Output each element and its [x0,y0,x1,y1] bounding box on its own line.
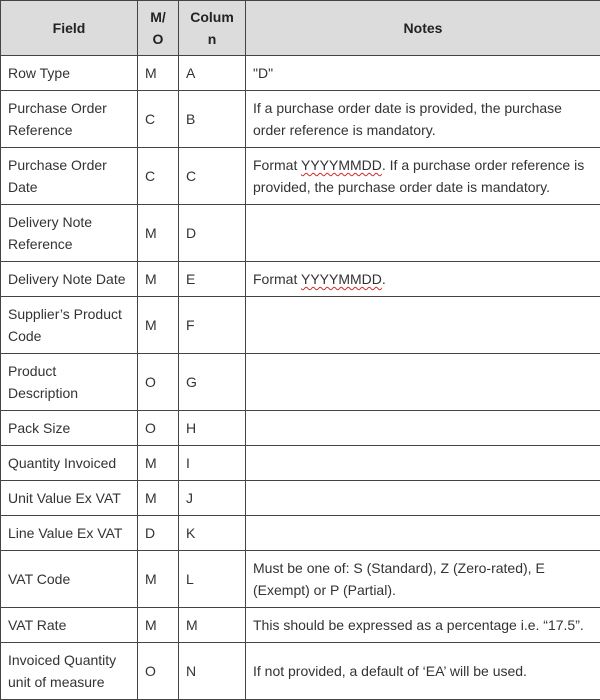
cell-column: B [179,91,246,148]
header-column: Column [179,1,246,56]
cell-column: L [179,551,246,608]
cell-mo: O [138,411,179,446]
table-row [1,411,600,446]
cell-column: C [179,148,246,205]
notes-text: . [382,271,386,287]
cell-field: Supplier’s Product Code [1,297,138,354]
table-header-row [1,1,600,56]
cell-field: Quantity Invoiced [1,446,138,481]
table-row [1,148,600,205]
header-mo: M/O [138,1,179,56]
cell-notes: This should be expressed as a percentage i.e. “17.5”. [246,608,600,643]
cell-field: Line Value Ex VAT [1,516,138,551]
cell-field: Delivery Note Date [1,262,138,297]
cell-field: Purchase Order Date [1,148,138,205]
table-row [1,262,600,297]
cell-notes [246,411,600,446]
cell-notes: "D" [246,56,600,91]
cell-field: Product Description [1,354,138,411]
table-row [1,643,600,700]
cell-column: K [179,516,246,551]
table-row [1,91,600,148]
cell-notes [246,516,600,551]
cell-column: H [179,411,246,446]
cell-mo: M [138,551,179,608]
cell-mo: M [138,56,179,91]
cell-field: VAT Code [1,551,138,608]
cell-mo: O [138,354,179,411]
header-field: Field [1,1,138,56]
cell-notes [246,297,600,354]
cell-mo: M [138,608,179,643]
cell-notes [246,354,600,411]
table-row [1,297,600,354]
cell-notes: If a purchase order date is provided, the purchase order reference is mandatory. [246,91,600,148]
notes-text: . If a purchase order reference is provided, the purchase order date is mandatory. [253,157,584,195]
cell-field: Invoiced Quantity unit of measure [1,643,138,700]
cell-column: G [179,354,246,411]
cell-notes [246,148,600,205]
cell-column: I [179,446,246,481]
cell-mo: M [138,262,179,297]
cell-mo: M [138,481,179,516]
cell-notes [246,205,600,262]
cell-field: Unit Value Ex VAT [1,481,138,516]
notes-text: Format [253,157,301,173]
cell-column: E [179,262,246,297]
table-row [1,516,600,551]
cell-column: A [179,56,246,91]
cell-column: F [179,297,246,354]
cell-mo: C [138,148,179,205]
cell-mo: M [138,446,179,481]
cell-field: Pack Size [1,411,138,446]
table-row [1,205,600,262]
table-row [1,354,600,411]
cell-column: N [179,643,246,700]
cell-notes [246,262,600,297]
cell-mo: M [138,205,179,262]
table-row [1,608,600,643]
table-row [1,56,600,91]
cell-mo: M [138,297,179,354]
date-format-code: YYYYMMDD [301,157,382,173]
cell-mo: O [138,643,179,700]
cell-field: Purchase Order Reference [1,91,138,148]
cell-mo: C [138,91,179,148]
cell-field: Row Type [1,56,138,91]
table-row [1,446,600,481]
notes-text: Format [253,271,301,287]
cell-field: Delivery Note Reference [1,205,138,262]
cell-column: M [179,608,246,643]
cell-notes: Must be one of: S (Standard), Z (Zero-rated), E (Exempt) or P (Partial). [246,551,600,608]
table-row [1,481,600,516]
header-notes: Notes [246,1,600,56]
cell-notes [246,446,600,481]
cell-notes: If not provided, a default of ‘EA’ will be used. [246,643,600,700]
cell-mo: D [138,516,179,551]
date-format-code: YYYYMMDD [301,271,382,287]
cell-column: J [179,481,246,516]
table-row [1,551,600,608]
cell-notes [246,481,600,516]
cell-field: VAT Rate [1,608,138,643]
cell-column: D [179,205,246,262]
